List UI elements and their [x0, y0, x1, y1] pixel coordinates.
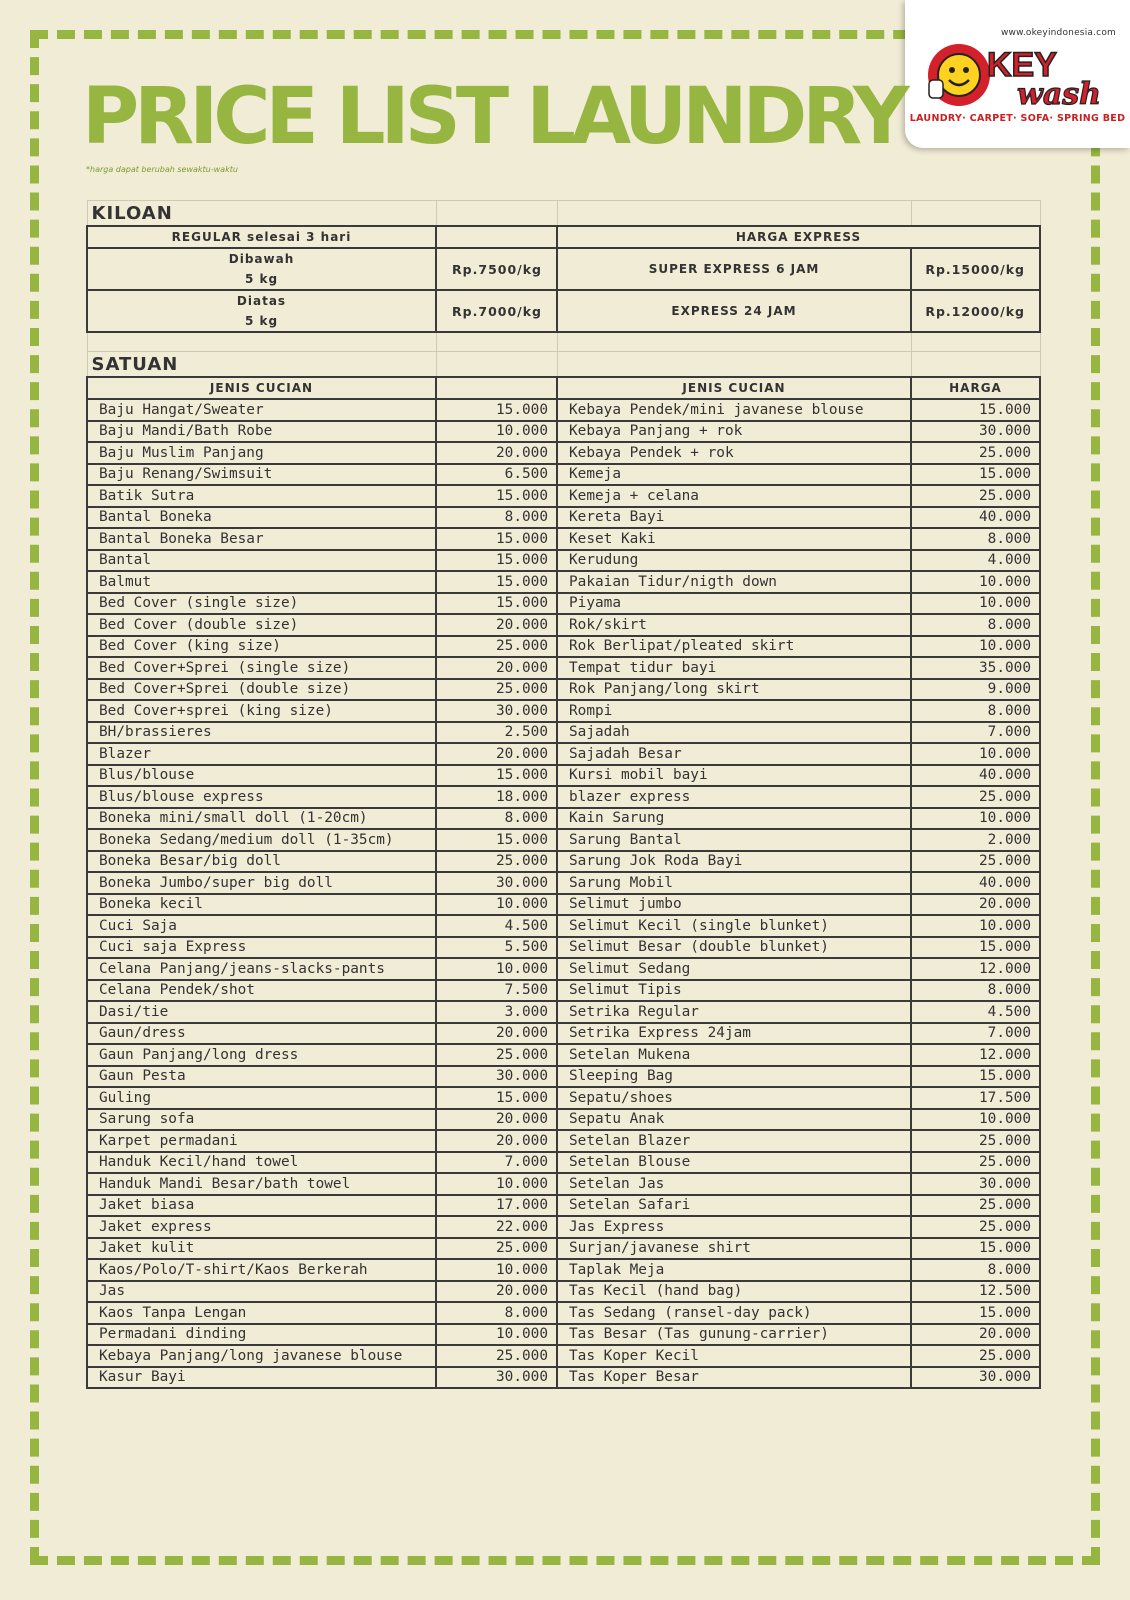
kiloan-section-row: [87, 201, 1040, 227]
item-price: 15.000: [436, 571, 557, 593]
item-name: Setelan Mukena: [557, 1044, 911, 1066]
item-price: 10.000: [436, 1259, 557, 1281]
item-name: Kemeja: [557, 464, 911, 486]
item-name: Setelan Blouse: [557, 1152, 911, 1174]
item-name: Blazer: [87, 743, 436, 765]
item-name: Kaos/Polo/T-shirt/Kaos Berkerah: [87, 1259, 436, 1281]
item-price: 5.500: [436, 937, 557, 959]
item-price: 4.000: [911, 550, 1040, 572]
item-price: 25.000: [436, 1044, 557, 1066]
item-name: Boneka mini/small doll (1-20cm): [87, 808, 436, 830]
kiloan-price: Rp.7000/kg: [436, 290, 557, 332]
item-price: 25.000: [436, 1345, 557, 1367]
item-price: 12.000: [911, 958, 1040, 980]
price-row: [87, 593, 1040, 615]
item-price: 8.000: [436, 1302, 557, 1324]
item-price: 10.000: [436, 958, 557, 980]
item-price: 40.000: [911, 507, 1040, 529]
item-name: Cuci Saja: [87, 915, 436, 937]
item-name: Kebaya Pendek/mini javanese blouse: [557, 399, 911, 421]
item-price: 17.000: [436, 1195, 557, 1217]
item-name: Bed Cover+Sprei (single size): [87, 657, 436, 679]
item-price: 30.000: [436, 700, 557, 722]
item-name: Selimut Tipis: [557, 980, 911, 1002]
col-header-jenis-cucian: JENIS CUCIAN: [87, 377, 436, 399]
item-price: 15.000: [436, 485, 557, 507]
item-name: Piyama: [557, 593, 911, 615]
item-price: 15.000: [911, 399, 1040, 421]
item-price: 20.000: [911, 894, 1040, 916]
item-price: 25.000: [911, 1130, 1040, 1152]
item-name: Gaun Panjang/long dress: [87, 1044, 436, 1066]
item-price: 15.000: [436, 528, 557, 550]
price-row: [87, 894, 1040, 916]
price-row: [87, 1195, 1040, 1217]
item-price: 8.000: [911, 614, 1040, 636]
item-price: 7.000: [911, 722, 1040, 744]
item-name: blazer express: [557, 786, 911, 808]
item-price: 10.000: [911, 915, 1040, 937]
brand-tagline: LAUNDRY· CARPET· SOFA· SPRING BED: [909, 113, 1126, 124]
item-price: 30.000: [436, 1066, 557, 1088]
price-row: [87, 614, 1040, 636]
price-row: [87, 1044, 1040, 1066]
price-row: [87, 1345, 1040, 1367]
item-name: Blus/blouse: [87, 765, 436, 787]
item-name: Kebaya Panjang/long javanese blouse: [87, 1345, 436, 1367]
price-row: [87, 700, 1040, 722]
item-name: Dasi/tie: [87, 1001, 436, 1023]
item-name: Rok Berlipat/pleated skirt: [557, 636, 911, 658]
item-price: 15.000: [911, 937, 1040, 959]
item-name: Kemeja + celana: [557, 485, 911, 507]
price-row: [87, 421, 1040, 443]
item-name: Setelan Jas: [557, 1173, 911, 1195]
item-price: 2.000: [911, 829, 1040, 851]
item-price: 25.000: [911, 1195, 1040, 1217]
item-price: 40.000: [911, 765, 1040, 787]
price-row: [87, 1367, 1040, 1389]
item-name: Baju Mandi/Bath Robe: [87, 421, 436, 443]
brand-url: www.okeyindonesia.com: [1000, 28, 1116, 38]
item-name: Jaket kulit: [87, 1238, 436, 1260]
price-row: [87, 507, 1040, 529]
item-name: Kasur Bayi: [87, 1367, 436, 1389]
price-row: [87, 1001, 1040, 1023]
price-row: [87, 958, 1040, 980]
item-name: Sarung Bantal: [557, 829, 911, 851]
price-row: [87, 765, 1040, 787]
item-name: Tas Besar (Tas gunung-carrier): [557, 1324, 911, 1346]
item-price: 8.000: [911, 980, 1040, 1002]
item-name: Pakaian Tidur/nigth down: [557, 571, 911, 593]
price-row: [87, 1173, 1040, 1195]
kiloan-row: [87, 248, 1040, 290]
item-name: Keset Kaki: [557, 528, 911, 550]
item-name: Jas: [87, 1281, 436, 1303]
item-name: Bed Cover (single size): [87, 593, 436, 615]
item-price: 8.000: [911, 528, 1040, 550]
item-price: 3.000: [436, 1001, 557, 1023]
item-price: 10.000: [911, 1109, 1040, 1131]
kiloan-weight-label: Dibawah 5 kg: [87, 248, 436, 290]
item-name: Kerudung: [557, 550, 911, 572]
item-price: 8.000: [911, 1259, 1040, 1281]
item-price: 2.500: [436, 722, 557, 744]
item-name: Karpet permadani: [87, 1130, 436, 1152]
item-price: 20.000: [436, 1023, 557, 1045]
price-row: [87, 550, 1040, 572]
col-header-jenis-cucian-2: JENIS CUCIAN: [557, 377, 911, 399]
brand-logo-card: [905, 0, 1130, 148]
price-row: [87, 743, 1040, 765]
item-name: Selimut Kecil (single blunket): [557, 915, 911, 937]
price-row: [87, 1216, 1040, 1238]
item-price: 10.000: [436, 421, 557, 443]
price-row: [87, 1259, 1040, 1281]
item-price: 4.500: [436, 915, 557, 937]
item-name: Celana Pendek/shot: [87, 980, 436, 1002]
item-price: 25.000: [436, 636, 557, 658]
item-name: Balmut: [87, 571, 436, 593]
price-row: [87, 1066, 1040, 1088]
item-price: 10.000: [911, 743, 1040, 765]
item-name: Tempat tidur bayi: [557, 657, 911, 679]
kiloan-weight-label: Diatas 5 kg: [87, 290, 436, 332]
item-price: 7.000: [436, 1152, 557, 1174]
item-price: 15.000: [911, 464, 1040, 486]
col-header-harga: HARGA: [911, 377, 1040, 399]
item-name: Boneka Sedang/medium doll (1-35cm): [87, 829, 436, 851]
item-name: Bed Cover (king size): [87, 636, 436, 658]
express-price: Rp.15000/kg: [911, 248, 1040, 290]
item-price: 20.000: [436, 614, 557, 636]
item-name: Setelan Blazer: [557, 1130, 911, 1152]
item-name: Boneka kecil: [87, 894, 436, 916]
item-price: 25.000: [436, 679, 557, 701]
item-name: Taplak Meja: [557, 1259, 911, 1281]
price-sheet: [86, 200, 1039, 1389]
price-table: [86, 200, 1041, 1389]
item-price: 20.000: [436, 743, 557, 765]
item-price: 15.000: [436, 399, 557, 421]
price-row: [87, 442, 1040, 464]
item-name: Setelan Safari: [557, 1195, 911, 1217]
item-name: Sarung Jok Roda Bayi: [557, 851, 911, 873]
item-name: Sarung Mobil: [557, 872, 911, 894]
kiloan-section-title: KILOAN: [87, 201, 436, 227]
item-name: Kebaya Panjang + rok: [557, 421, 911, 443]
kiloan-price: Rp.7500/kg: [436, 248, 557, 290]
item-price: 25.000: [911, 442, 1040, 464]
page-title: PRICE LIST LAUNDRY: [82, 72, 905, 162]
price-row: [87, 937, 1040, 959]
item-name: Selimut jumbo: [557, 894, 911, 916]
item-price: 30.000: [436, 872, 557, 894]
item-name: Surjan/javanese shirt: [557, 1238, 911, 1260]
item-price: 30.000: [911, 1367, 1040, 1389]
item-name: Baju Hangat/Sweater: [87, 399, 436, 421]
price-row: [87, 571, 1040, 593]
item-price: 15.000: [436, 1087, 557, 1109]
item-price: 10.000: [911, 808, 1040, 830]
item-price: 4.500: [911, 1001, 1040, 1023]
price-row: [87, 464, 1040, 486]
price-row: [87, 1238, 1040, 1260]
item-price: 25.000: [911, 1152, 1040, 1174]
item-name: Setrika Express 24jam: [557, 1023, 911, 1045]
item-name: Bed Cover+sprei (king size): [87, 700, 436, 722]
item-price: 7.000: [911, 1023, 1040, 1045]
item-name: Handuk Kecil/hand towel: [87, 1152, 436, 1174]
item-price: 15.000: [911, 1066, 1040, 1088]
item-name: Kaos Tanpa Lengan: [87, 1302, 436, 1324]
express-header: HARGA EXPRESS: [557, 226, 1040, 248]
item-name: Bed Cover (double size): [87, 614, 436, 636]
price-row: [87, 399, 1040, 421]
item-name: Sarung sofa: [87, 1109, 436, 1131]
item-name: Selimut Sedang: [557, 958, 911, 980]
price-row: [87, 1109, 1040, 1131]
item-price: 10.000: [436, 1173, 557, 1195]
item-name: Tas Sedang (ransel-day pack): [557, 1302, 911, 1324]
item-name: BH/brassieres: [87, 722, 436, 744]
item-name: Boneka Jumbo/super big doll: [87, 872, 436, 894]
item-price: 30.000: [436, 1367, 557, 1389]
item-name: Permadani dinding: [87, 1324, 436, 1346]
price-row: [87, 485, 1040, 507]
item-name: Jaket biasa: [87, 1195, 436, 1217]
kiloan-row: [87, 290, 1040, 332]
item-price: 10.000: [911, 636, 1040, 658]
item-name: Kebaya Pendek + rok: [557, 442, 911, 464]
item-name: Tas Koper Kecil: [557, 1345, 911, 1367]
item-price: 15.000: [436, 593, 557, 615]
item-price: 8.000: [911, 700, 1040, 722]
item-name: Tas Kecil (hand bag): [557, 1281, 911, 1303]
item-price: 20.000: [911, 1324, 1040, 1346]
satuan-header-row: [87, 377, 1040, 399]
item-name: Sepatu Anak: [557, 1109, 911, 1131]
item-name: Sajadah: [557, 722, 911, 744]
price-row: [87, 829, 1040, 851]
item-price: 20.000: [436, 1281, 557, 1303]
price-row: [87, 657, 1040, 679]
item-name: Kain Sarung: [557, 808, 911, 830]
item-price: 10.000: [911, 593, 1040, 615]
item-name: Baju Muslim Panjang: [87, 442, 436, 464]
item-price: 10.000: [911, 571, 1040, 593]
spacer-row: [87, 332, 1040, 352]
price-row: [87, 1152, 1040, 1174]
item-price: 6.500: [436, 464, 557, 486]
item-price: 20.000: [436, 1130, 557, 1152]
item-name: Rok Panjang/long skirt: [557, 679, 911, 701]
item-price: 12.500: [911, 1281, 1040, 1303]
price-row: [87, 679, 1040, 701]
satuan-section-title: SATUAN: [87, 352, 436, 378]
item-price: 25.000: [911, 786, 1040, 808]
price-row: [87, 980, 1040, 1002]
price-row: [87, 808, 1040, 830]
item-name: Setrika Regular: [557, 1001, 911, 1023]
price-row: [87, 1130, 1040, 1152]
item-name: Bed Cover+Sprei (double size): [87, 679, 436, 701]
item-name: Guling: [87, 1087, 436, 1109]
item-price: 12.000: [911, 1044, 1040, 1066]
item-price: 15.000: [436, 550, 557, 572]
item-price: 25.000: [911, 1216, 1040, 1238]
price-row: [87, 636, 1040, 658]
item-name: Jas Express: [557, 1216, 911, 1238]
item-price: 15.000: [436, 829, 557, 851]
express-service-name: EXPRESS 24 JAM: [557, 290, 911, 332]
item-price: 17.500: [911, 1087, 1040, 1109]
item-name: Sajadah Besar: [557, 743, 911, 765]
price-change-note: *harga dapat berubah sewaktu-waktu: [86, 165, 238, 174]
item-name: Blus/blouse express: [87, 786, 436, 808]
item-price: 20.000: [436, 657, 557, 679]
item-name: Gaun Pesta: [87, 1066, 436, 1088]
logo-key-text: KEY: [987, 46, 1057, 84]
item-price: 30.000: [911, 421, 1040, 443]
item-price: 15.000: [911, 1302, 1040, 1324]
price-row: [87, 1302, 1040, 1324]
item-price: 20.000: [436, 1109, 557, 1131]
item-name: Baju Renang/Swimsuit: [87, 464, 436, 486]
kiloan-header-row: [87, 226, 1040, 248]
item-name: Gaun/dress: [87, 1023, 436, 1045]
item-price: 35.000: [911, 657, 1040, 679]
item-price: 9.000: [911, 679, 1040, 701]
express-price: Rp.12000/kg: [911, 290, 1040, 332]
price-row: [87, 786, 1040, 808]
price-row: [87, 722, 1040, 744]
item-price: 30.000: [911, 1173, 1040, 1195]
item-name: Tas Koper Besar: [557, 1367, 911, 1389]
price-row: [87, 1281, 1040, 1303]
item-name: Handuk Mandi Besar/bath towel: [87, 1173, 436, 1195]
price-row: [87, 1324, 1040, 1346]
item-price: 15.000: [911, 1238, 1040, 1260]
item-name: Kursi mobil bayi: [557, 765, 911, 787]
item-price: 25.000: [911, 485, 1040, 507]
price-row: [87, 1023, 1040, 1045]
item-name: Bantal Boneka: [87, 507, 436, 529]
item-name: Kereta Bayi: [557, 507, 911, 529]
express-service-name: SUPER EXPRESS 6 JAM: [557, 248, 911, 290]
item-name: Cuci saja Express: [87, 937, 436, 959]
item-price: 20.000: [436, 442, 557, 464]
item-price: 10.000: [436, 894, 557, 916]
logo-wash-text: wash: [1017, 77, 1101, 110]
item-price: 18.000: [436, 786, 557, 808]
item-name: Rok/skirt: [557, 614, 911, 636]
item-price: 10.000: [436, 1324, 557, 1346]
item-price: 25.000: [911, 1345, 1040, 1367]
item-price: 40.000: [911, 872, 1040, 894]
item-name: Sepatu/shoes: [557, 1087, 911, 1109]
item-name: Batik Sutra: [87, 485, 436, 507]
item-price: 15.000: [436, 765, 557, 787]
item-price: 22.000: [436, 1216, 557, 1238]
price-row: [87, 915, 1040, 937]
price-row: [87, 1087, 1040, 1109]
item-price: 25.000: [436, 1238, 557, 1260]
item-name: Celana Panjang/jeans-slacks-pants: [87, 958, 436, 980]
okey-wash-logo-icon: [925, 40, 1120, 110]
item-name: Sleeping Bag: [557, 1066, 911, 1088]
item-name: Jaket express: [87, 1216, 436, 1238]
item-price: 25.000: [911, 851, 1040, 873]
item-name: Rompi: [557, 700, 911, 722]
item-name: Selimut Besar (double blunket): [557, 937, 911, 959]
item-price: 8.000: [436, 507, 557, 529]
price-row: [87, 851, 1040, 873]
item-name: Bantal Boneka Besar: [87, 528, 436, 550]
price-row: [87, 872, 1040, 894]
item-price: 25.000: [436, 851, 557, 873]
regular-header: REGULAR selesai 3 hari: [87, 226, 436, 248]
item-price: 8.000: [436, 808, 557, 830]
item-name: Bantal: [87, 550, 436, 572]
satuan-section-row: [87, 352, 1040, 378]
item-price: 7.500: [436, 980, 557, 1002]
item-name: Boneka Besar/big doll: [87, 851, 436, 873]
price-row: [87, 528, 1040, 550]
